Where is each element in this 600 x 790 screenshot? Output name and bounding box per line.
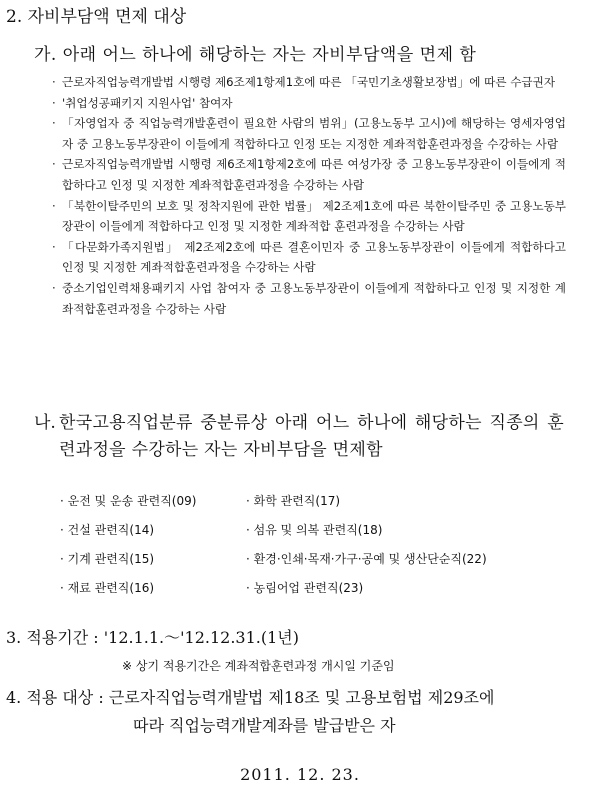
- occupation-item: · 건설 관련직(14): [60, 523, 155, 537]
- list-item-text: 「북한이탈주민의 보호 및 정착지원에 관한 법률」 제2조제1호에 따른 북한이탈주민 중 고용노동부장관이 이들에게 적합하다고 인정 및 지정한 계좌적합 훈련과정을 수강하는 사람: [62, 198, 566, 234]
- list-item-text: 근로자직업능력개발법 시행령 제6조제1항제1호에 따른 「국민기초생활보장법」에 따른 수급권자: [62, 75, 556, 89]
- occupation-item: · 섬유 및 의복 관련직(18): [246, 523, 383, 537]
- list-item: [52, 154, 566, 195]
- occupation-item: · 농림어업 관련직(23): [246, 581, 364, 595]
- bullet-marker: ·: [52, 116, 56, 131]
- occupation-item: · 재료 관련직(16): [60, 581, 155, 595]
- occupation-item: · 환경·인쇄·목재·가구·공예 및 생산단순직(22): [246, 552, 487, 566]
- period-note: ※ 상기 적용기간은 계좌적합훈련과정 개시일 기준임: [122, 659, 395, 673]
- subsection-b: [34, 410, 564, 464]
- subsection-b-title: 한국고용직업분류 중분류상 아래 어느 하나에 해당하는 직종의 훈련과정을 수강하는 자는 자비부담을 면제함: [59, 413, 564, 460]
- bullet-marker: ·: [52, 95, 56, 110]
- section-3-heading: 3. 적용기간 : '12.1.1.～'12.12.31.(1년): [6, 628, 299, 647]
- bullet-marker: ·: [52, 280, 56, 295]
- list-item: [52, 93, 566, 114]
- list-item-text: '취업성공패키지 지원사업' 참여자: [62, 95, 233, 110]
- bullet-marker: ·: [52, 157, 56, 172]
- subsection-a-title: 가. 아래 어느 하나에 해당하는 자는 자비부담액을 면제 함: [34, 45, 477, 65]
- occupation-item: · 화학 관련직(17): [246, 494, 341, 508]
- list-item: [52, 278, 566, 319]
- bullet-marker: ·: [52, 75, 56, 89]
- list-item: [52, 196, 566, 237]
- bullet-marker: ·: [52, 239, 56, 254]
- list-item-text: 중소기업인력채용패키지 사업 참여자 중 고용노동부장관이 이들에게 적합하다고 인정 및 지정한 계좌적합훈련과정을 수강하는 사람: [62, 280, 566, 316]
- section-4-line-2: 따라 직업능력개발계좌를 발급받은 자: [133, 716, 396, 735]
- section-4-line-1: 4. 적용 대상 : 근로자직업능력개발법 제18조 및 고용보험법 제29조에: [6, 688, 495, 707]
- list-item: [52, 113, 566, 154]
- subsection-b-label: 나.: [34, 413, 56, 433]
- list-item: [52, 72, 566, 93]
- exemption-bullet-list: [52, 72, 566, 319]
- list-item-text: 근로자직업능력개발법 시행령 제6조제1항제2호에 따른 여성가장 중 고용노동부장관이 이들에게 적합하다고 인정 및 지정한 계좌적합훈련과정을 수강하는 사람: [62, 157, 566, 192]
- list-item: [52, 237, 566, 278]
- document-date: 2011. 12. 23.: [240, 765, 360, 784]
- section-2-heading: 2. 자비부담액 면제 대상: [6, 7, 187, 27]
- occupation-item: · 운전 및 운송 관련직(09): [60, 494, 197, 508]
- occupation-item: · 기계 관련직(15): [60, 552, 155, 566]
- list-item-text: 「자영업자 중 직업능력개발훈련이 필요한 사람의 범위」(고용노동부 고시)에 해당하는 영세자영업자 중 고용노동부장관이 이들에게 적합하다고 인정 또는 지정한 계좌적합훈련과정을 수강하는 사람: [62, 116, 566, 151]
- section-4: [6, 684, 576, 740]
- list-item-text: 「다문화가족지원법」 제2조제2호에 따른 결혼이민자 중 고용노동부장관이 이들에게 적합하다고 인정 및 지정한 계좌적합훈련과정을 수강하는 사람: [62, 239, 566, 275]
- bullet-marker: ·: [52, 198, 56, 213]
